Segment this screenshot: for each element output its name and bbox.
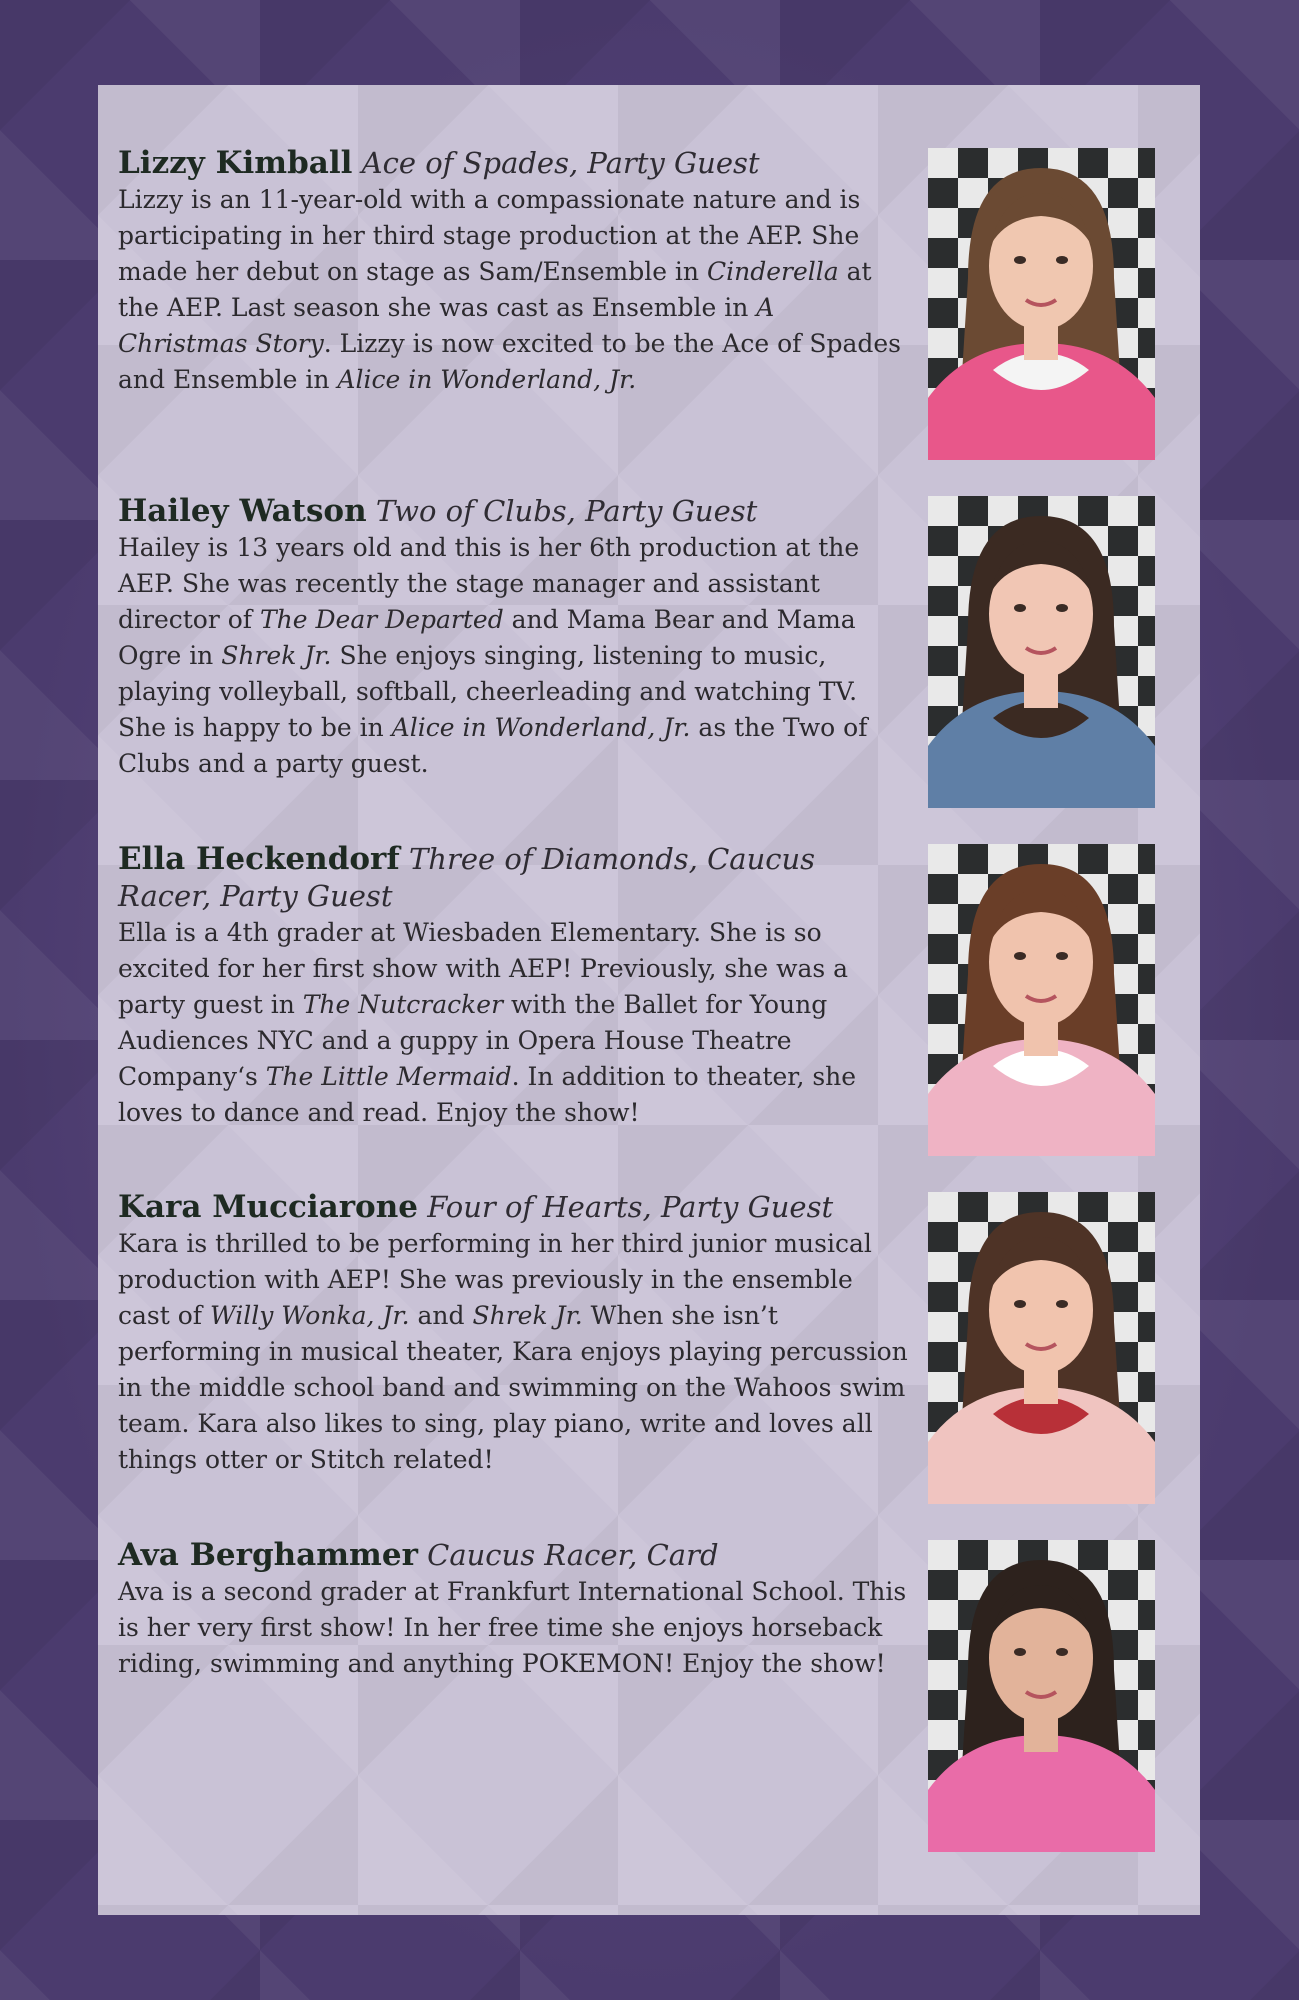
bio-text: Kara is thrilled to be performing in her third junior musical production with AEP! She was previously in the ensemble cast of Willy Wonka, Jr. and Shrek Jr. When she isn’t performing in musical theater, Kara enjoys playing percussion in the middle school band and swimming on the Wahoos swim team. Kara also likes to sing, play piano, write and loves all things otter or Stitch related!: [118, 1229, 908, 1474]
portrait-figure: [928, 148, 1155, 460]
headshot-photo: [928, 1192, 1155, 1504]
portrait-figure: [928, 844, 1155, 1156]
bio-heading: [118, 145, 908, 182]
bio-kara-mucciarone: [118, 1189, 908, 1478]
cast-name: Kara Mucciarone: [118, 1189, 418, 1225]
cast-name: Ava Berghammer: [118, 1537, 418, 1573]
bio-text: Ella is a 4th grader at Wiesbaden Elementary. She is so excited for her first show with AEP! Previously, she was a party guest in The Nutcracker with the Ballet for Young Audiences NYC and a guppy in Opera House Theatre Company‘s The Little Mermaid. In addition to theater, she loves to dance and read. Enjoy the show!: [118, 918, 857, 1127]
cast-role: Caucus Racer, Card: [427, 1538, 719, 1572]
cast-bios-panel: [98, 85, 1200, 1915]
portrait-figure: [928, 1192, 1155, 1504]
cast-role: Two of Clubs, Party Guest: [375, 494, 758, 528]
bio-hailey-watson: [118, 493, 908, 782]
cast-name: Hailey Watson: [118, 493, 367, 529]
cast-name: Lizzy Kimball: [118, 145, 353, 181]
headshot-photo: [928, 844, 1155, 1156]
cast-role: Three of Diamonds, Caucus Racer, Party Guest: [118, 842, 816, 913]
bio-ella-heckendorf: [118, 841, 908, 1131]
bio-text: Hailey is 13 years old and this is her 6th production at the AEP. She was recently the stage manager and assistant director of The Dear Departed and Mama Bear and Mama Ogre in Shrek Jr. She enjoys singing, listening to music, playing volleyball, softball, cheerleading and watching TV. She is happy to be in Alice in Wonderland, Jr. as the Two of Clubs and a party guest.: [118, 533, 868, 778]
bio-heading: [118, 493, 908, 530]
bio-heading: [118, 1189, 908, 1226]
headshot-photo: [928, 1540, 1155, 1852]
cast-role: Four of Hearts, Party Guest: [427, 1190, 834, 1224]
portrait-figure: [928, 1540, 1155, 1852]
headshot-photo: [928, 496, 1155, 808]
cast-name: Ella Heckendorf: [118, 841, 400, 877]
bio-heading: [118, 1537, 908, 1574]
cast-role: Ace of Spades, Party Guest: [361, 146, 760, 180]
bio-lizzy-kimball: [118, 145, 908, 398]
bio-heading: [118, 841, 908, 915]
bio-text: Ava is a second grader at Frankfurt International School. This is her very first show! In her free time she enjoys horseback riding, swimming and anything POKEMON! Enjoy the show!: [118, 1577, 907, 1678]
bio-ava-berghammer: [118, 1537, 908, 1682]
bio-text: Lizzy is an 11-year-old with a compassionate nature and is participating in her third stage production at the AEP. She made her debut on stage as Sam/Ensemble in Cinderella at the AEP. Last season she was cast as Ensemble in A Christmas Story. Lizzy is now excited to be the Ace of Spades and Ensemble in Alice in Wonderland, Jr.: [118, 185, 901, 394]
portrait-figure: [928, 496, 1155, 808]
headshot-photo: [928, 148, 1155, 460]
